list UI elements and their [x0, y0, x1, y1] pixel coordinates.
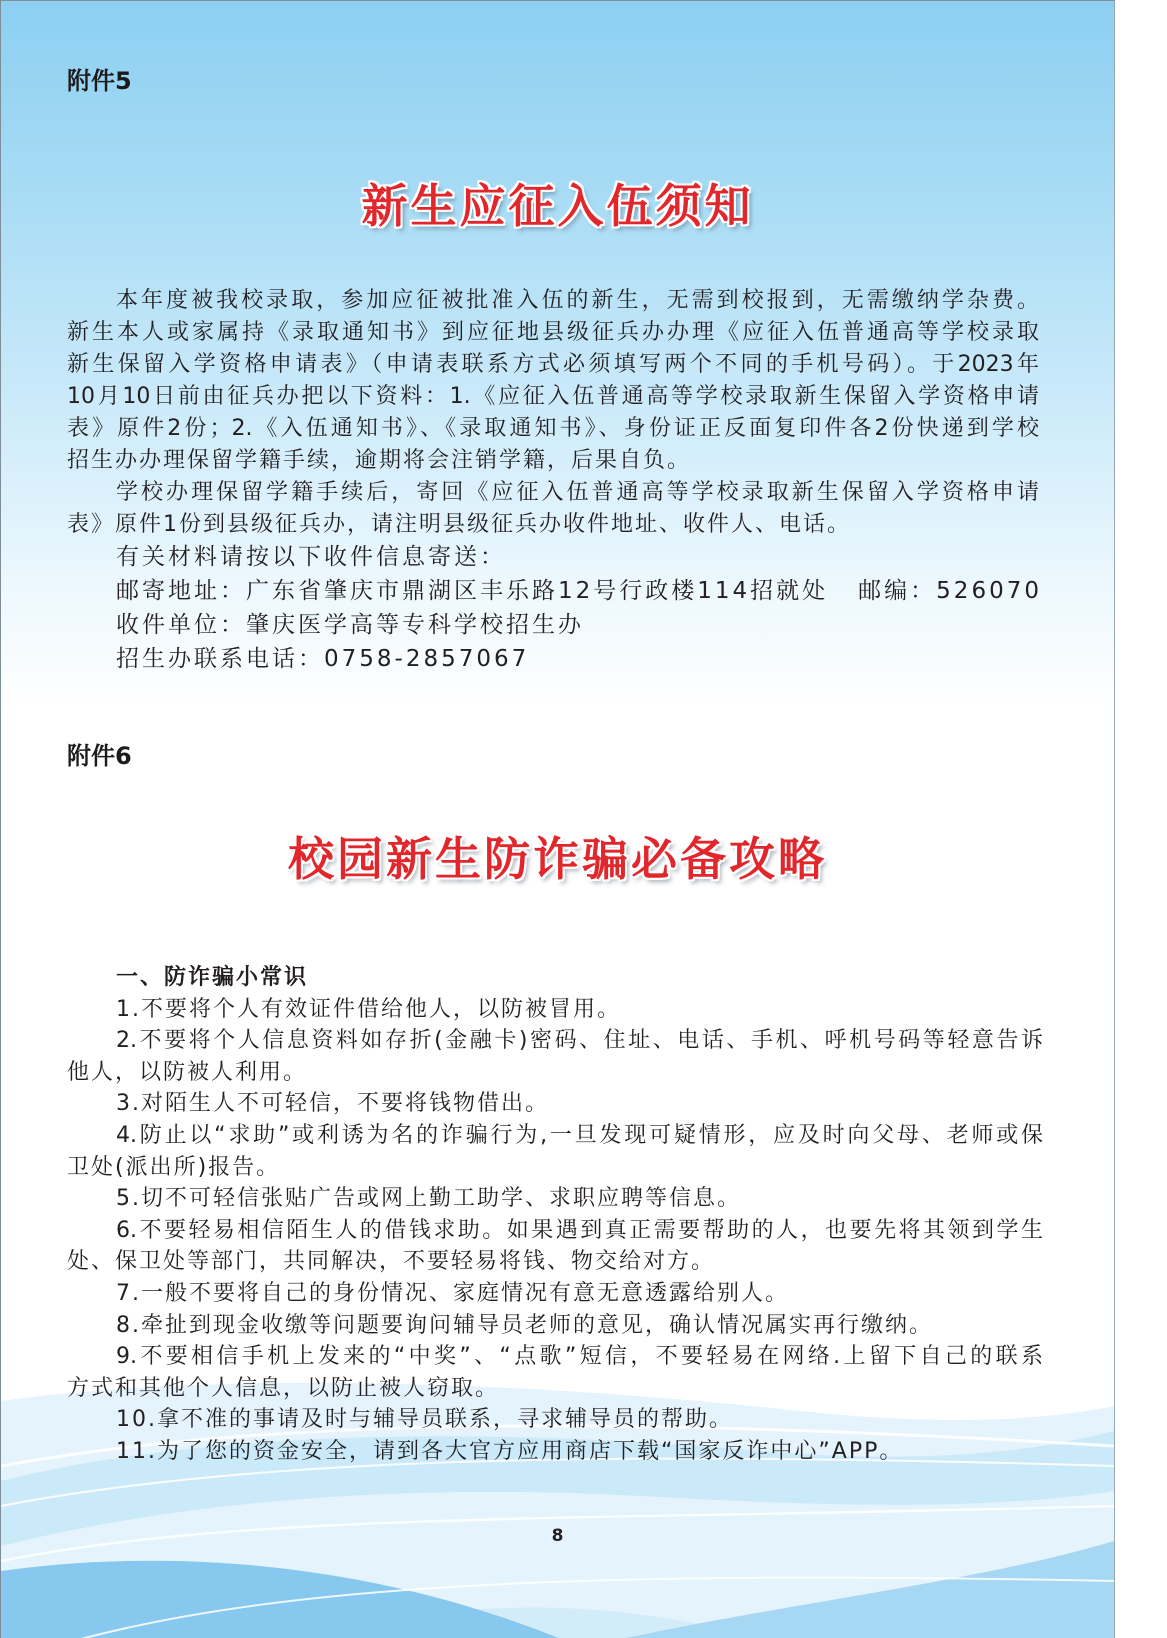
notice-line: 本年度被我校录取，参加应征被批准入伍的新生，无需到校报到，无需缴纳学杂费。: [116, 288, 1039, 313]
tip-line: 7.一般不要将自己的身份情况、家庭情况有意无意透露给别人。: [116, 1280, 789, 1306]
attachment-6-label: 附件6: [67, 742, 132, 770]
tip-line: 他人，以防被人利用。: [67, 1059, 308, 1085]
tip-line: 11.为了您的资金安全，请到各大官方应用商店下载“国家反诈中心”APP。: [116, 1438, 904, 1464]
mailing-intro: 有关材料请按以下收件信息寄送：: [116, 544, 506, 570]
tip-line: 5.切不可轻信张贴广告或网上勤工助学、求职应聘等信息。: [116, 1186, 741, 1212]
tip-line: 4.防止以“求助”或利诱为名的诈骗行为,一旦发现可疑情形，应及时向父母、老师或保: [116, 1122, 1043, 1148]
section-heading: 一、防诈骗小常识: [116, 965, 309, 990]
tip-line: 3.对陌生人不可轻信，不要将钱物借出。: [116, 1091, 549, 1117]
tip-line: 处、保卫处等部门，共同解决，不要轻易将钱、物交给对方。: [67, 1249, 716, 1275]
attachment-5-label: 附件5: [67, 67, 132, 95]
enlistment-notice-title: 新生应征入伍须知: [361, 179, 754, 233]
mailing-address-line: [116, 574, 1042, 608]
tip-line: 9.不要相信手机上发来的“中奖”、“点歌”短信，不要轻易在网络.上留下自己的联系: [116, 1344, 1043, 1370]
tip-line: 6.不要轻易相信陌生人的借钱求助。如果遇到真正需要帮助的人，也要先将其领到学生: [116, 1217, 1043, 1243]
tip-line: 8.牵扯到现金收缴等问题要询问辅导员老师的意见，确认情况属实再行缴纳。: [116, 1312, 933, 1338]
notice-line: 新生保留入学资格申请表》（申请表联系方式必须填写两个不同的手机号码）。于2023年: [67, 352, 1039, 377]
tip-line: 1.不要将个人有效证件借给他人，以防被冒用。: [116, 996, 621, 1022]
mailing-info: [116, 540, 1042, 676]
notice-line: 表》原件1份到县级征兵办，请注明县级征兵办收件地址、收件人、电话。: [67, 512, 851, 537]
notice-line: 新生本人或家属持《录取通知书》到应征地县级征兵办办理《应征入伍普通高等学校录取: [67, 320, 1039, 345]
anti-fraud-guide-title: 校园新生防诈骗必备攻略: [288, 832, 827, 886]
anti-fraud-tips: [67, 962, 1043, 1468]
notice-line: 10月10日前由征兵办把以下资料：1.《应征入伍普通高等学校录取新生保留入学资格申请: [67, 384, 1039, 409]
admissions-phone: 招生办联系电话：0758-2857067: [116, 646, 530, 672]
tip-line: 卫处(派出所)报告。: [67, 1154, 281, 1180]
enlistment-notice-body: [67, 285, 1039, 541]
recipient-unit: 收件单位：肇庆医学高等专科学校招生办: [116, 612, 584, 638]
notice-line: 表》原件2份；2.《入伍通知书》、《录取通知书》、身份证正反面复印件各2份快递到学校: [67, 416, 1039, 441]
page-number: 8: [551, 1526, 564, 1546]
mailing-address: 邮寄地址：广东省肇庆市鼎湖区丰乐路12号行政楼114招就处: [116, 578, 829, 604]
notice-line: 招生办办理保留学籍手续，逾期将会注销学籍，后果自负。: [67, 448, 692, 473]
tip-line: 2.不要将个人信息资料如存折(金融卡)密码、住址、电话、手机、呼机号码等轻意告诉: [116, 1028, 1043, 1054]
notice-line: 学校办理保留学籍手续后，寄回《应征入伍普通高等学校录取新生保留入学资格申请: [116, 480, 1039, 505]
postcode: 邮编：526070: [858, 578, 1042, 604]
tip-line: 方式和其他个人信息，以防止被人窃取。: [67, 1375, 500, 1401]
tip-line: 10.拿不准的事请及时与辅导员联系，寻求辅导员的帮助。: [116, 1407, 733, 1433]
